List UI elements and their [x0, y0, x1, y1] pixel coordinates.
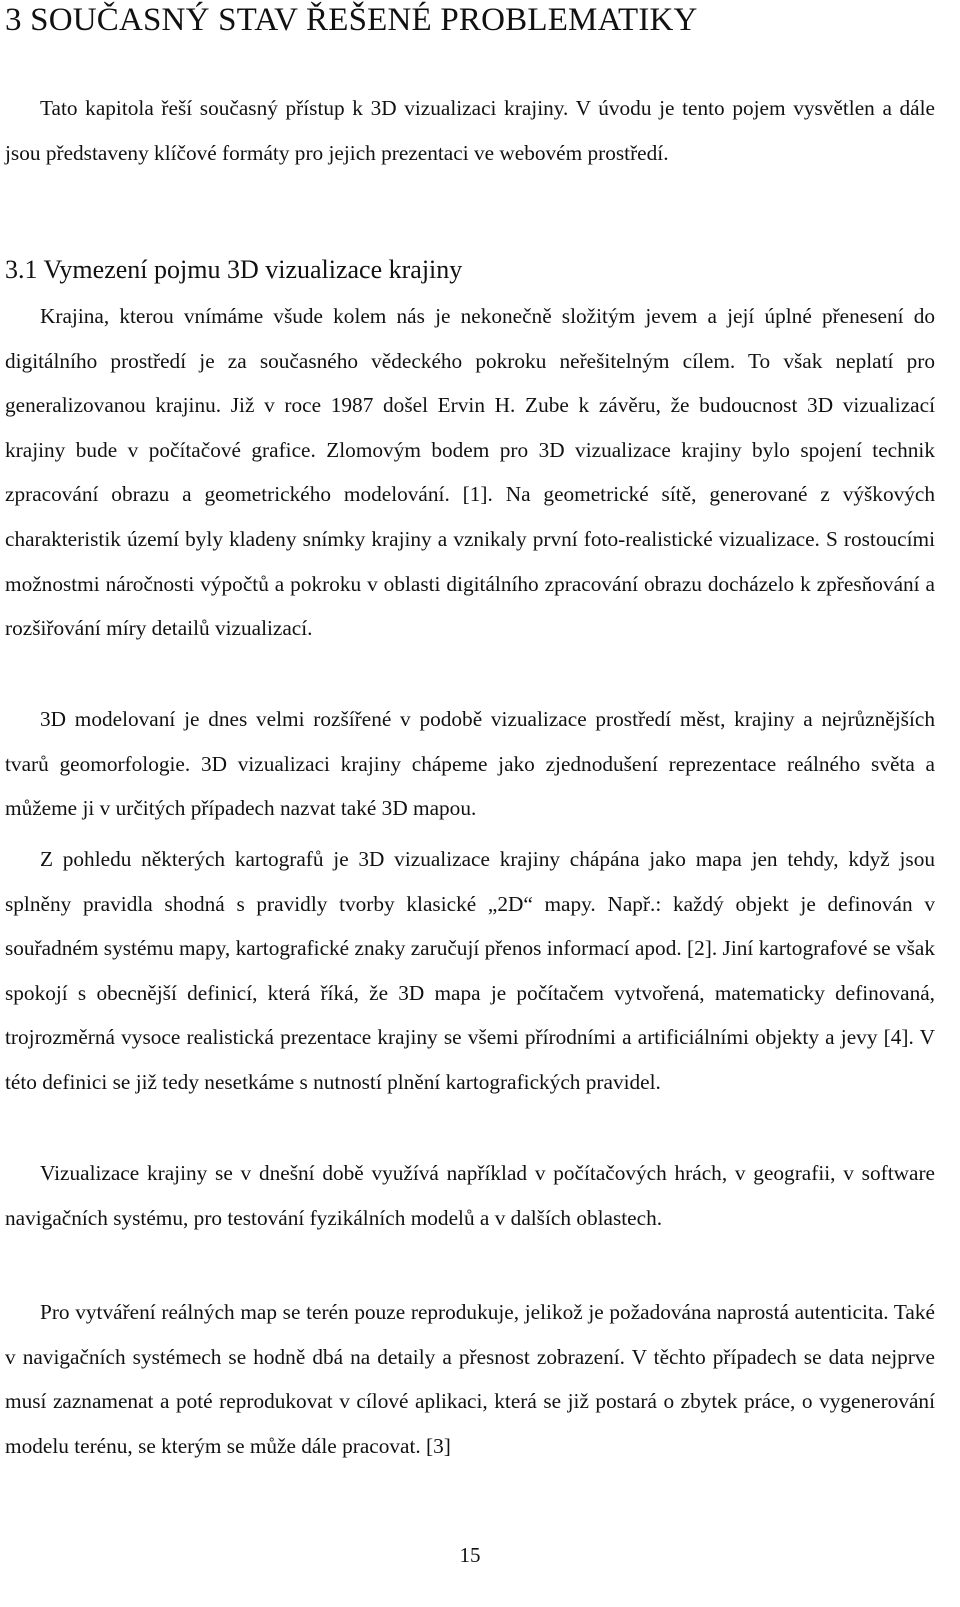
section-paragraph-4: Vizualizace krajiny se v dnešní době využívá například v počítačových hrách, v geografii, v software navigačních systému, pro testování fyzikálních modelů a v dalších oblastech. [5, 1161, 935, 1230]
section-title: 3.1 Vymezení pojmu 3D vizualizace krajiny [5, 255, 463, 284]
section-paragraph-2: 3D modelovaní je dnes velmi rozšířené v podobě vizualizace prostředí měst, krajiny a nejrůznějších tvarů geomorfologie. 3D vizualizaci krajiny chápeme jako zjednodušení reprezentace reálného světa a můžeme ji v určitých případech nazvat také 3D mapou. [5, 707, 935, 820]
page-number: 15 [459, 1543, 481, 1567]
section-paragraph-1: Krajina, kterou vnímáme všude kolem nás je nekonečně složitým jevem a její úplné přenesení do digitálního prostředí je za současného vědeckého pokroku neřešitelným cílem. To však neplatí pro generalizovanou krajinu. Již v roce 1987 došel Ervin H. Zube k závěru, že budoucnost 3D vizualizací krajiny bude v počítačové grafice. Zlomovým bodem pro 3D vizualizace krajiny bylo spojení technik zpracování obrazu a geometrického modelování. [1]. Na geometrické sítě, generované z výškových charakteristik území byly kladeny snímky krajiny a vznikaly první foto-realistické vizualizace. S rostoucími možnostmi náročnosti výpočtů a pokroku v oblasti digitálního zpracování obrazu docházelo k zpřesňování a rozšiřování míry detailů vizualizací. [5, 304, 935, 641]
chapter-title: 3 SOUČASNÝ STAV ŘEŠENÉ PROBLEMATIKY [5, 2, 698, 38]
section-paragraph-5: Pro vytváření reálných map se terén pouze reprodukuje, jelikož je požadována naprostá autenticita. Také v navigačních systémech se hodně dbá na detaily a přesnost zobrazení. V těchto případech se data nejprve musí zaznamenat a poté reprodukovat v cílové aplikaci, která se již postará o zbytek práce, o vygenerování modelu terénu, se kterým se může dále pracovat. [3] [5, 1300, 935, 1458]
chapter-intro-paragraph: Tato kapitola řeší současný přístup k 3D vizualizaci krajiny. V úvodu je tento pojem vysvětlen a dále jsou představeny klíčové formáty pro jejich prezentaci ve webovém prostředí. [5, 96, 935, 165]
section-paragraph-3: Z pohledu některých kartografů je 3D vizualizace krajiny chápána jako mapa jen tehdy, když jsou splněny pravidla shodná s pravidly tvorby klasické „2D“ mapy. Např.: každý objekt je definován v souřadném systému mapy, kartografické znaky zaručují přenos informací apod. [2]. Jiní kartografové se však spokojí s obecnější definicí, která říká, že 3D mapa je počítačem vytvořená, matematicky definovaná, trojrozměrná vysoce realistická prezentace krajiny se všemi přírodními a artificiálními objekty a jevy [4]. V této definici se již tedy nesetkáme s nutností plnění kartografických pravidel. [5, 847, 935, 1094]
